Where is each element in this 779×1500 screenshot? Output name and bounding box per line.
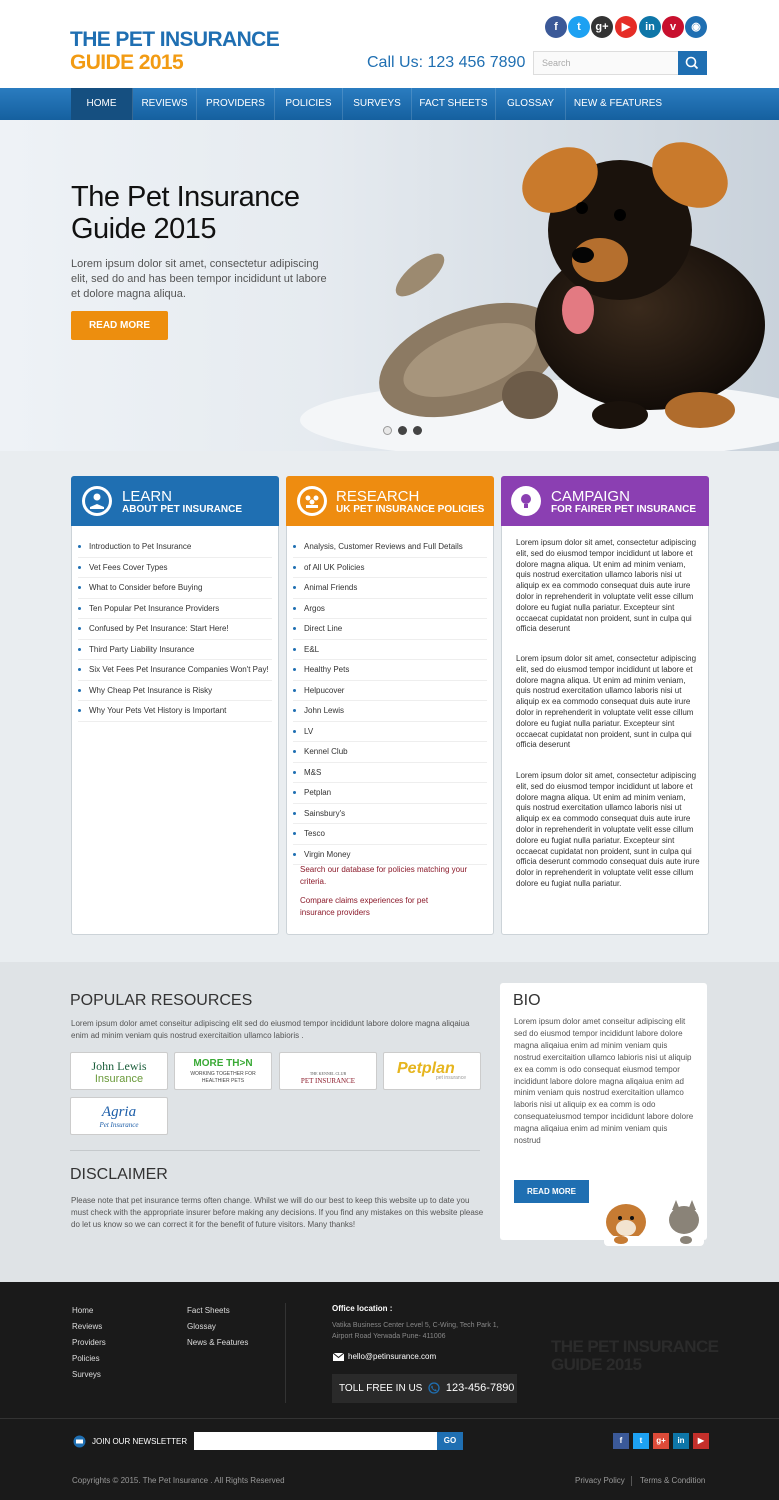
linkedin-icon[interactable]: in [639, 16, 661, 38]
dog-and-cat-image [596, 1190, 708, 1250]
toll-free-number[interactable]: 123-456-7890 [445, 1382, 515, 1394]
footer-divider [285, 1303, 286, 1403]
logo-subtext: Pet Insurance [99, 1121, 139, 1129]
learn-subtitle: ABOUT PET INSURANCE [122, 504, 243, 515]
list-item[interactable] [78, 681, 272, 702]
nav-reviews[interactable]: REVIEWS [133, 88, 197, 120]
logo-subtext: PET INSURANCE [300, 1077, 356, 1085]
bio-read-more-button[interactable]: READ MORE [514, 1180, 589, 1203]
list-item-label: M&S [304, 767, 322, 777]
hero-title-line1: The Pet Insurance [71, 181, 300, 213]
hero-text: Lorem ipsum dolor sit amet, consectetur adipiscing elit, sed do and has been tempor incididunt ut labore et dolore magna aliqua. [71, 258, 327, 300]
link-separator [631, 1476, 632, 1486]
learn-title: LEARN [122, 488, 173, 505]
newsletter-email-input[interactable] [194, 1432, 437, 1450]
bullet-icon [293, 627, 296, 630]
office-address: Vatika Business Center Level 5, C-Wing, Tech Park 1, Airport Road Yerwada Pune- 411006 [332, 1322, 499, 1340]
nav-glossay[interactable]: GLOSSAY [496, 88, 566, 120]
footer-logo-line2: GUIDE 2015 [551, 1355, 642, 1374]
phone-icon [428, 1382, 440, 1394]
list-item[interactable] [78, 578, 272, 599]
logo-text: Agria [101, 1104, 137, 1120]
bullet-icon [293, 853, 296, 856]
campaign-paragraph-2: Lorem ipsum dolor sit amet, consectetur adipiscing elit, sed do eiusmod tempor incididunt ut labore et dolore magna aliqua. Ut enim ad minim veniam, quis nostrud exercitation ullamco laboris nisi ut aliquip ex ea commodo consequat duis aute irure dolor in reprehenderit in voluptate velit esse cillum dolore eu fugiat nulla pariatur. Excepteur sint occaecat cupidatat non proident, sunt in culpa qui officia deserunt [516, 654, 697, 750]
list-item[interactable] [78, 660, 272, 681]
list-item[interactable] [293, 619, 487, 640]
bio-text: Lorem ipsum dolor amet conseitur adipiscing elit sed do eiusmod tempor incididunt labore dolore magna aliqaiua enim ad minim veniam quis nostrud exercitaition ullamco labioris nisi ut aliquip ex ea comm is odo consequat eiusmod tempor incididunt labore dolore magna aliqaiua enim ad minim veniam quis nostrud exercitaition ullamco laboris nisi ut aliquip ex ea comm is odo consequateiusmod tempor incididunt labore dolore magna aliqaiua enim ad minim veniam quis nostrud [514, 1017, 694, 1146]
footer-link-news-features[interactable]: News & Features [187, 1338, 249, 1347]
toll-free-label: TOLL FREE IN US [339, 1383, 423, 1394]
copyright: Copyrights © 2015. The Pet Insurance . All Rights Reserved [72, 1476, 285, 1485]
footer-twitter-icon[interactable]: t [633, 1433, 649, 1449]
list-item[interactable] [293, 681, 487, 702]
footer-facebook-icon[interactable]: f [613, 1433, 629, 1449]
campaign-paragraph-3: Lorem ipsum dolor sit amet, consectetur adipiscing elit, sed do eiusmod tempor incididunt ut labore et dolore magna aliqua. Ut enim ad minim veniam, quis nostrud exercitation ullamco laboris nisi ut aliquip ex ea commodo consequat duis aute irure dolor in reprehenderit in voluptate velit esse cillum dolore eu fugiat nulla pariatur. Excepteur sint occaecat cupidatat non proident, sunt in culpa qui officia deserunt commodo consequat duis aute irure dolor in reprehenderit in voluptate velit esse cillum dolore eu fugiat nulla pariatur. [516, 771, 700, 888]
campaign-title: CAMPAIGN [551, 488, 630, 505]
bullet-icon [293, 668, 296, 671]
logo-text: MORE TH>N [193, 1058, 253, 1069]
footer-link-providers[interactable]: Providers [72, 1338, 106, 1347]
logo-text: Petplan [397, 1060, 455, 1077]
bullet-icon [293, 709, 296, 712]
call-number[interactable]: 123 456 7890 [427, 54, 526, 71]
list-item-label: Petplan [304, 788, 332, 797]
list-item-label: Third Party Liability Insurance [89, 644, 195, 654]
bullet-icon [293, 545, 296, 548]
footer-link-policies[interactable]: Policies [72, 1354, 100, 1363]
list-item-label: Direct Line [304, 624, 343, 633]
bullet-icon [78, 545, 81, 548]
bullet-icon [293, 812, 296, 815]
footer-logo[interactable] [551, 1338, 718, 1374]
bullet-icon [293, 730, 296, 733]
logo-line1[interactable]: THE PET INSURANCE [70, 28, 280, 51]
footer-separator [0, 1418, 779, 1419]
bullet-icon [293, 791, 296, 794]
list-item-label: What to Consider before Buying [89, 583, 203, 592]
slider-dot-1[interactable] [383, 426, 392, 435]
list-item-label: Tesco [304, 829, 325, 838]
footer-youtube-icon[interactable]: ▶ [693, 1433, 709, 1449]
list-item[interactable] [293, 824, 487, 845]
bullet-icon [293, 586, 296, 589]
call-us [367, 53, 525, 73]
list-item-label: Helpucover [304, 685, 345, 695]
list-item-label: Why Cheap Pet Insurance is Risky [89, 685, 213, 695]
list-item-label: Vet Fees Cover Types [89, 562, 168, 572]
list-item[interactable] [293, 845, 487, 866]
research-search-link[interactable]: Search our database for policies matching your criteria. [300, 865, 468, 886]
list-item-label: Why Your Pets Vet History is Important [89, 706, 227, 715]
bullet-icon [78, 607, 81, 610]
list-item[interactable] [293, 742, 487, 763]
petplan-logo[interactable] [383, 1052, 481, 1090]
list-item-label: E&L [304, 644, 320, 654]
list-item[interactable] [293, 660, 487, 681]
search-button[interactable] [678, 51, 707, 75]
toll-free-box [332, 1374, 517, 1403]
list-item[interactable] [293, 722, 487, 743]
research-title: RESEARCH [336, 488, 420, 505]
research-list [293, 537, 487, 865]
list-item[interactable] [78, 599, 272, 620]
footer-links-2 [187, 1303, 248, 1351]
campaign-paragraph-1: Lorem ipsum dolor sit amet, consectetur adipiscing elit, sed do eiusmod tempor incididunt ut labore et dolore magna aliqua. Ut enim ad minim veniam, quis nostrud exercitation ullamco laboris nisi ut aliquip ex ea commodo consequat duis aute irure dolor in reprehenderit in voluptate velit esse cillum dolore eu fugiat nulla pariatur. Excepteur sint occaecat cupidatat non proident, sunt in culpa qui officia deserunt [516, 538, 697, 634]
office-title: Office location : [332, 1304, 393, 1313]
list-item-label: Analysis, Customer Reviews and Full Details [304, 542, 463, 551]
learn-list [78, 537, 272, 722]
bullet-icon [293, 689, 296, 692]
list-item[interactable] [78, 558, 272, 579]
list-item-label: Kennel Club [304, 747, 348, 756]
logo-subtext: WORKING TOGETHER FOR HEALTHIER PETS [190, 1071, 256, 1084]
list-item[interactable] [78, 640, 272, 661]
list-item[interactable] [78, 701, 272, 722]
bullet-icon [293, 607, 296, 610]
vimeo-icon[interactable]: v [662, 16, 684, 38]
footer-links-1 [72, 1303, 106, 1383]
list-item[interactable] [293, 578, 487, 599]
bullet-icon [293, 832, 296, 835]
search-icon [678, 51, 707, 75]
bullet-icon [78, 648, 81, 651]
list-item-label: Sainsbury's [304, 808, 346, 818]
research-subtitle: UK PET INSURANCE POLICIES [336, 504, 485, 515]
more-than-logo[interactable] [174, 1052, 272, 1090]
hero-title [71, 181, 299, 245]
logo-text: John Lewis [91, 1059, 147, 1073]
reader-icon [82, 486, 112, 516]
facebook-icon[interactable]: f [545, 16, 567, 38]
list-item-label: Introduction to Pet Insurance [89, 542, 192, 551]
resources-text: Lorem ipsum dolor amet conseitur adipiscing elit sed do eiusmod tempor incididunt labore dolore magna aliqaiua enim ad minim veniam quis nostrud exercitaition ullamco labioris . [71, 1019, 470, 1040]
research-compare-link[interactable]: Compare claims experiences for pet insurance providers [300, 896, 429, 917]
group-icon [297, 486, 327, 516]
campaign-subtitle: FOR FAIRER PET INSURANCE [551, 504, 697, 515]
logo-line2[interactable]: GUIDE 2015 [70, 51, 184, 74]
list-item[interactable] [293, 640, 487, 661]
list-item-label: Six Vet Fees Pet Insurance Companies Won't Pay! [89, 665, 269, 674]
newsletter-icon [73, 1435, 86, 1448]
slider-dot-3[interactable] [413, 426, 422, 435]
call-label: Call Us: [367, 54, 424, 71]
bullet-icon [293, 566, 296, 569]
bullet-icon [78, 627, 81, 630]
list-item[interactable] [78, 537, 272, 558]
john-lewis-logo[interactable] [70, 1052, 168, 1090]
github-icon[interactable]: ◉ [685, 16, 707, 38]
logo-subtext: pet insurance [435, 1075, 466, 1081]
hero-read-more-button[interactable]: READ MORE [71, 311, 168, 340]
disclaimer-title: DISCLAIMER [70, 1166, 168, 1183]
list-item-label: Confused by Pet Insurance: Start Here! [89, 624, 229, 633]
list-item[interactable] [293, 763, 487, 784]
bullet-icon [293, 648, 296, 651]
bullet-icon [293, 750, 296, 753]
footer-link-fact-sheets[interactable]: Fact Sheets [187, 1306, 230, 1315]
bullet-icon [78, 566, 81, 569]
list-item[interactable] [293, 783, 487, 804]
list-item-label: LV [304, 726, 314, 736]
agria-logo[interactable] [70, 1097, 168, 1135]
nav-fact-sheets[interactable]: FACT SHEETS [412, 88, 496, 120]
list-item-label: Healthy Pets [304, 665, 350, 674]
footer-logo-line1: THE PET INSURANCE [551, 1337, 719, 1356]
nav-home[interactable]: HOME [71, 88, 133, 120]
youtube-icon[interactable]: ▶ [615, 16, 637, 38]
logo-subtext: Insurance [94, 1073, 144, 1085]
footer-email[interactable]: hello@petinsurance.com [348, 1352, 437, 1361]
list-item-label: John Lewis [304, 706, 345, 715]
footer-googleplus-icon[interactable]: g+ [653, 1433, 669, 1449]
lightbulb-icon [511, 486, 541, 516]
bullet-icon [78, 668, 81, 671]
list-item[interactable] [78, 619, 272, 640]
footer-link-reviews[interactable]: Reviews [72, 1322, 103, 1331]
nav-providers[interactable]: PROVIDERS [197, 88, 275, 120]
list-item-label: Ten Popular Pet Insurance Providers [89, 603, 220, 613]
list-item-label: Animal Friends [304, 583, 358, 592]
list-item-label: of All UK Policies [304, 562, 365, 572]
privacy-policy-link[interactable]: Privacy Policy [575, 1476, 625, 1485]
bio-title: BIO [513, 992, 541, 1009]
footer-link-glossay[interactable]: Glossay [187, 1322, 216, 1331]
bullet-icon [293, 771, 296, 774]
terms-link[interactable]: Terms & Condition [640, 1476, 706, 1485]
kennel-club-logo[interactable] [279, 1052, 377, 1090]
newsletter-go-button[interactable]: GO [437, 1432, 463, 1450]
search-input[interactable]: Search [533, 51, 679, 75]
divider [70, 1150, 480, 1151]
list-item[interactable] [293, 558, 487, 579]
bullet-icon [78, 586, 81, 589]
twitter-icon[interactable]: t [568, 16, 590, 38]
disclaimer-text: Please note that pet insurance terms often change. Whilst we will do our best to keep this website up to date you must check with the appropriate insurer before making any decisions. If you find any mistakes on this website please do let us know so we can correct it for the benefit of future visitors. Many thanks! [71, 1196, 484, 1229]
resources-title: POPULAR RESOURCES [70, 992, 253, 1009]
list-item[interactable] [293, 804, 487, 825]
logo-text: THE KENNEL CLUB [309, 1071, 347, 1076]
footer-link-home[interactable]: Home [72, 1306, 94, 1315]
list-item[interactable] [293, 701, 487, 722]
newsletter-label: JOIN OUR NEWSLETTER [92, 1437, 188, 1446]
list-item[interactable] [293, 599, 487, 620]
mail-icon [333, 1353, 344, 1361]
footer-link-surveys[interactable]: Surveys [72, 1370, 101, 1379]
list-item-label: Argos [304, 603, 325, 613]
nav-policies[interactable]: POLICIES [275, 88, 343, 120]
hero-title-line2: Guide 2015 [71, 213, 216, 245]
slider-dot-2[interactable] [398, 426, 407, 435]
list-item-label: Virgin Money [304, 849, 351, 859]
nav-surveys[interactable]: SURVEYS [343, 88, 412, 120]
googleplus-icon[interactable]: g+ [591, 16, 613, 38]
bullet-icon [78, 709, 81, 712]
bullet-icon [78, 689, 81, 692]
footer-linkedin-icon[interactable]: in [673, 1433, 689, 1449]
nav-new-features[interactable]: NEW & FEATURES [573, 98, 663, 109]
list-item[interactable] [293, 537, 487, 558]
